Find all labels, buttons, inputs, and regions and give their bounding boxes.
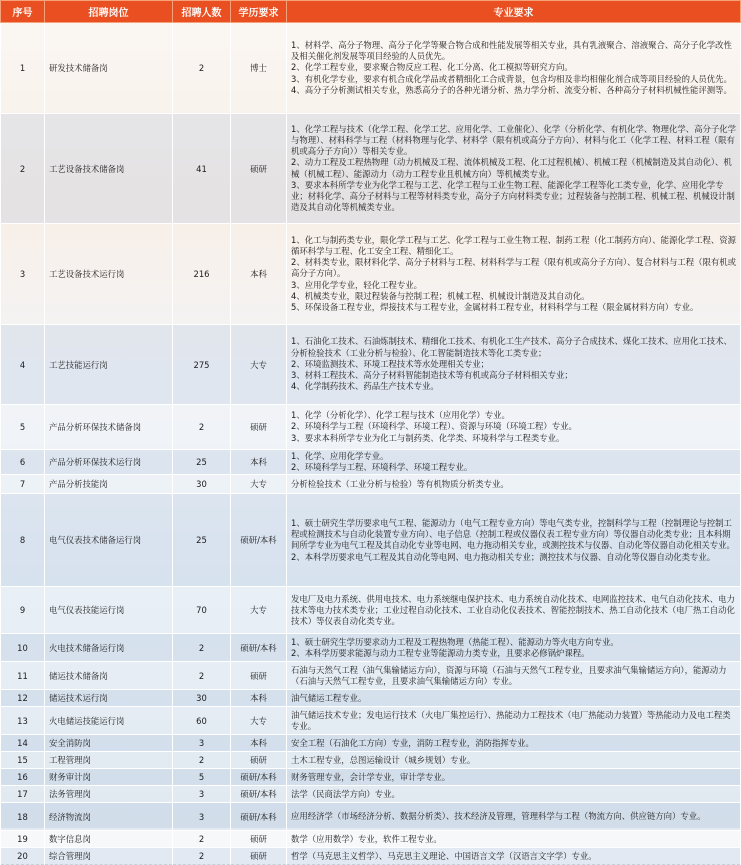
row-number: 17: [1, 786, 45, 803]
education-level: 硕研/本科: [231, 634, 287, 662]
requirement-line: 2、动力工程及工程热物理（动力机械及工程、流体机械及工程、化工过程机械）、机械工程（机械制造及其自动化）、机械（机械工程）、能源动力（动力工程专业且机械方向）等机械类专业。: [291, 157, 732, 179]
major-requirements: [287, 587, 741, 634]
major-requirements: [287, 769, 741, 786]
requirement-line: 2、化学工程专业，要求聚合物反应工程、化工分离、化工模拟等研究方向。: [291, 62, 573, 73]
education-level: 硕研: [231, 405, 287, 450]
hire-count: 2: [173, 634, 231, 662]
requirement-line: 4、高分子分析测试相关专业，熟悉高分子的各种光谱分析、热力学分析、流变分析、各种高分子材料机械性能评测等。: [291, 84, 732, 95]
major-requirements: [287, 450, 741, 475]
major-requirements: [287, 494, 741, 587]
row-number: 2: [1, 114, 45, 224]
requirement-line: 财务管理专业，会计学专业，审计学专业。: [291, 771, 451, 782]
table-row: [1, 405, 741, 450]
requirement-line: 1、化学（分析化学）、化学工程与技术（应用化学）专业。: [291, 410, 510, 421]
education-level: 大专: [231, 325, 287, 405]
header-education: 学历要求: [231, 1, 287, 23]
education-level: 硕研/本科: [231, 803, 287, 831]
major-requirements: [287, 735, 741, 752]
post-name: 产品分析环保技术运行岗: [45, 450, 173, 475]
row-number: 13: [1, 707, 45, 735]
table-row: [1, 752, 741, 769]
hire-count: 5: [173, 769, 231, 786]
requirement-line: 油气储运工程专业。: [291, 692, 367, 703]
requirement-line: 数学（应用数学）专业，软件工程专业。: [291, 833, 442, 844]
major-requirements: [287, 662, 741, 690]
table-row: [1, 786, 741, 803]
table-row: [1, 707, 741, 735]
education-level: 硕研: [231, 662, 287, 690]
major-requirements: [287, 707, 741, 735]
hire-count: 70: [173, 587, 231, 634]
row-number: 4: [1, 325, 45, 405]
education-level: 硕研/本科: [231, 494, 287, 587]
hire-count: 60: [173, 707, 231, 735]
requirement-line: 4、机械类专业，限过程装备与控制工程；机械工程、机械设计制造及其自动化。: [291, 290, 590, 301]
post-name: 安全消防岗: [45, 735, 173, 752]
table-body: [1, 23, 741, 865]
hire-count: 3: [173, 786, 231, 803]
hire-count: 41: [173, 114, 231, 224]
table-row: [1, 769, 741, 786]
table-row: [1, 224, 741, 325]
requirement-line: 法学（民商法学方向）专业。: [291, 788, 400, 799]
post-name: 电气仪表技能运行岗: [45, 587, 173, 634]
row-number: 12: [1, 690, 45, 707]
post-name: 经济物流岗: [45, 803, 173, 831]
post-name: 储运技术储备岗: [45, 662, 173, 690]
education-level: 本科: [231, 224, 287, 325]
post-name: 财务审计岗: [45, 769, 173, 786]
requirement-line: 2、环境监测技术、环境工程技术等水处理相关专业；: [291, 358, 489, 369]
post-name: 工艺设备技术储备岗: [45, 114, 173, 224]
table-row: [1, 475, 741, 494]
major-requirements: [287, 690, 741, 707]
requirement-line: 2、本科学历要求电气工程及其自动化等电网、电力拖动相关专业；测控技术与仪器、自动化等仪器自动化类专业。: [291, 551, 716, 562]
row-number: 14: [1, 735, 45, 752]
requirement-line: 2、材料类专业，限材料化学、高分子材料与工程、材料科学与工程（限有机或高分子方向）、复合材料与工程（限有机或高分子方向）。: [291, 257, 737, 279]
hire-count: 2: [173, 831, 231, 848]
row-number: 3: [1, 224, 45, 325]
table-row: [1, 23, 741, 114]
row-number: 18: [1, 803, 45, 831]
table-row: [1, 494, 741, 587]
row-number: 1: [1, 23, 45, 114]
hire-count: 3: [173, 803, 231, 831]
education-level: 硕研: [231, 114, 287, 224]
education-level: 硕研: [231, 831, 287, 848]
education-level: 本科: [231, 450, 287, 475]
major-requirements: [287, 114, 741, 224]
education-level: 博士: [231, 23, 287, 114]
requirement-line: 1、石油化工技术、石油炼制技术、精细化工技术、有机化工生产技术、高分子合成技术、煤化工技术、应用化工技术、分析检验技术（工业分析与检验）、化工智能制造技术等化工类专业；: [291, 336, 732, 358]
requirement-line: 应用经济学（市场经济分析、数据分析类）、技术经济及管理，管理科学与工程（物流方向、供应链方向）专业。: [291, 811, 706, 822]
major-requirements: [287, 786, 741, 803]
row-number: 7: [1, 475, 45, 494]
row-number: 5: [1, 405, 45, 450]
requirement-line: 土木工程专业，总图运输设计（城乡规划）专业。: [291, 754, 476, 765]
post-name: 综合管理岗: [45, 848, 173, 865]
requirement-line: 3、要求本科所学专业为化工与制药类、化学类、环境科学与工程类专业。: [291, 432, 565, 443]
requirement-line: 3、材料工程技术、高分子材料智能制造技术等有机或高分子材料相关专业；: [291, 370, 573, 381]
requirement-line: 分析检验技术（工业分析与检验）等有机物质分析类专业。: [291, 478, 509, 489]
hire-count: 30: [173, 690, 231, 707]
requirement-line: 3、要求本科所学专业为化学工程与工艺、化学工程与工业生物工程、能源化学工程等化工类专业，化学、应用化学专业；材料化学、高分子材料与工程等材料类专业，高分子方向材料类专业；过程装备与控制工程、机械工程、机械设计制造及其自动化等机械类专业。: [291, 179, 735, 213]
table-row: [1, 848, 741, 865]
requirement-line: 油气储运技术专业；发电运行技术（火电厂集控运行）、热能动力工程技术（电厂热能动力装置）等热能动力及电工程类专业。: [291, 709, 731, 731]
requirement-line: 哲学（马克思主义哲学）、马克思主义理论、中国语言文学（汉语言文字学）专业。: [291, 850, 597, 861]
requirement-line: 4、化学制药技术、药品生产技术专业。: [291, 381, 439, 392]
education-level: 硕研: [231, 752, 287, 769]
education-level: 大专: [231, 475, 287, 494]
major-requirements: [287, 752, 741, 769]
requirement-line: 安全工程（石油化工方向）专业，消防工程专业，消防指挥专业。: [291, 737, 534, 748]
hire-count: 30: [173, 475, 231, 494]
education-level: 硕研/本科: [231, 769, 287, 786]
row-number: 9: [1, 587, 45, 634]
requirement-line: 2、环境科学与工程、环境科学、环境工程专业。: [291, 462, 473, 473]
hire-count: 2: [173, 848, 231, 865]
post-name: 火电储运技能运行岗: [45, 707, 173, 735]
table-row: [1, 634, 741, 662]
post-name: 火电技术储备运行岗: [45, 634, 173, 662]
hire-count: 216: [173, 224, 231, 325]
hire-count: 275: [173, 325, 231, 405]
post-name: 工艺技能运行岗: [45, 325, 173, 405]
table-row: [1, 450, 741, 475]
post-name: 产品分析环保技术储备岗: [45, 405, 173, 450]
requirement-line: 石油与天然气工程（油气集输储运方向），资源与环境（石油与天然气工程专业，且要求油气集输储运方向），能源动力（石油与天然气工程专业，且要求油气集输储运方向）专业。: [291, 664, 727, 686]
major-requirements: [287, 224, 741, 325]
requirement-line: 发电厂及电力系统、供用电技术、电力系统继电保护技术、电力系统自动化技术、电网监控技术、电气自动化技术、电力技术等电力技术类专业；工业过程自动化技术、工业自动化仪表技术、智能控制技术、热工自动化技术（电厂热工自动化技术）等仪表自动化类专业。: [291, 593, 735, 626]
requirement-line: 1、硕士研究生学历要求电气工程、能源动力（电气工程专业方向）等电气类专业，控制科学与工程（控制理论与控制工程或检测技术与自动化装置专业方向）、电子信息（控制工程或仪器仪表工程专业方向）等仪器自动化类专业；且本科期间所学专业为电气工程及其自动化专业等电网、电力拖动相关专业，或测控技术与仪器、自动化等仪器自动化相关专业。: [291, 518, 735, 551]
requirement-line: 1、材料学、高分子物理、高分子化学等聚合物合成和性能发展等相关专业，具有乳液聚合、溶液聚合、高分子化学改性及相关催化剂发展等项目经验的人员优先。: [291, 39, 732, 62]
post-name: 产品分析技能岗: [45, 475, 173, 494]
row-number: 15: [1, 752, 45, 769]
table-row: [1, 325, 741, 405]
requirement-line: 1、硕士研究生学历要求动力工程及工程热物理（热能工程）、能源动力等火电方向专业。: [291, 636, 619, 647]
post-name: 工艺设备技术运行岗: [45, 224, 173, 325]
requirement-line: 5、环保设备工程专业，焊接技术与工程专业，金属材料工程专业，材料科学与工程（限金属材料方向）专业。: [291, 302, 699, 312]
table-row: [1, 803, 741, 831]
post-name: 数字信息岗: [45, 831, 173, 848]
row-number: 16: [1, 769, 45, 786]
education-level: 硕研: [231, 848, 287, 865]
major-requirements: [287, 634, 741, 662]
requirement-line: 1、化工与制药类专业，限化学工程与工艺、化学工程与工业生物工程、制药工程（化工制药方向）、能源化学工程、资源循环科学与工程、化工安全工程、精细化工。: [291, 234, 737, 256]
major-requirements: [287, 848, 741, 865]
table-row: [1, 735, 741, 752]
row-number: 20: [1, 848, 45, 865]
table-header-row: [1, 1, 741, 23]
major-requirements: [287, 405, 741, 450]
table-row: [1, 831, 741, 848]
major-requirements: [287, 475, 741, 494]
hire-count: 2: [173, 23, 231, 114]
table-row: [1, 662, 741, 690]
post-name: 储运技术运行岗: [45, 690, 173, 707]
hire-count: 2: [173, 752, 231, 769]
post-name: 工程管理岗: [45, 752, 173, 769]
major-requirements: [287, 23, 741, 114]
requirement-line: 1、化学、应用化学专业。: [291, 451, 389, 461]
header-major-requirements: 专业要求: [287, 1, 741, 23]
major-requirements: [287, 831, 741, 848]
row-number: 11: [1, 662, 45, 690]
education-level: 本科: [231, 735, 287, 752]
hire-count: 2: [173, 405, 231, 450]
hire-count: 3: [173, 735, 231, 752]
education-level: 硕研/本科: [231, 786, 287, 803]
hire-count: 25: [173, 494, 231, 587]
education-level: 本科: [231, 690, 287, 707]
table-row: [1, 690, 741, 707]
table-row: [1, 114, 741, 224]
requirement-line: 2、环境科学与工程（环境科学、环境工程）、资源与环境（环境工程）专业。: [291, 421, 577, 432]
post-name: 法务管理岗: [45, 786, 173, 803]
header-no: 序号: [1, 1, 45, 23]
row-number: 6: [1, 450, 45, 475]
hire-count: 25: [173, 450, 231, 475]
hire-count: 2: [173, 662, 231, 690]
requirement-line: 3、应用化学专业，轻化工程专业。: [291, 279, 422, 290]
requirement-line: 1、化学工程与技术（化学工程、化学工艺、应用化学、工业催化）、化学（分析化学、有机化学、物理化学、高分子化学与物理）、材料科学与工程（材料物理与化学、材料学（限有机或高分子方向）、材料与化工（化学工程、材料工程（限有机或高分子方向））等相关专业。: [291, 123, 737, 157]
post-name: 研发技术储备岗: [45, 23, 173, 114]
header-post: 招聘岗位: [45, 1, 173, 23]
major-requirements: [287, 325, 741, 405]
row-number: 8: [1, 494, 45, 587]
education-level: 大专: [231, 707, 287, 735]
requirement-line: 3、有机化学专业，要求有机合成化学品或者精细化工合成背景，包含均相及非均相催化剂合成等项目经验的人员优先。: [291, 73, 732, 84]
header-count: 招聘人数: [173, 1, 231, 23]
education-level: 大专: [231, 587, 287, 634]
row-number: 19: [1, 831, 45, 848]
post-name: 电气仪表技术储备运行岗: [45, 494, 173, 587]
requirement-line: 2、本科学历要求能源与动力工程专业等能源动力类专业，且要求必修锅炉课程。: [291, 647, 590, 658]
table-row: [1, 587, 741, 634]
major-requirements: [287, 803, 741, 831]
row-number: 10: [1, 634, 45, 662]
